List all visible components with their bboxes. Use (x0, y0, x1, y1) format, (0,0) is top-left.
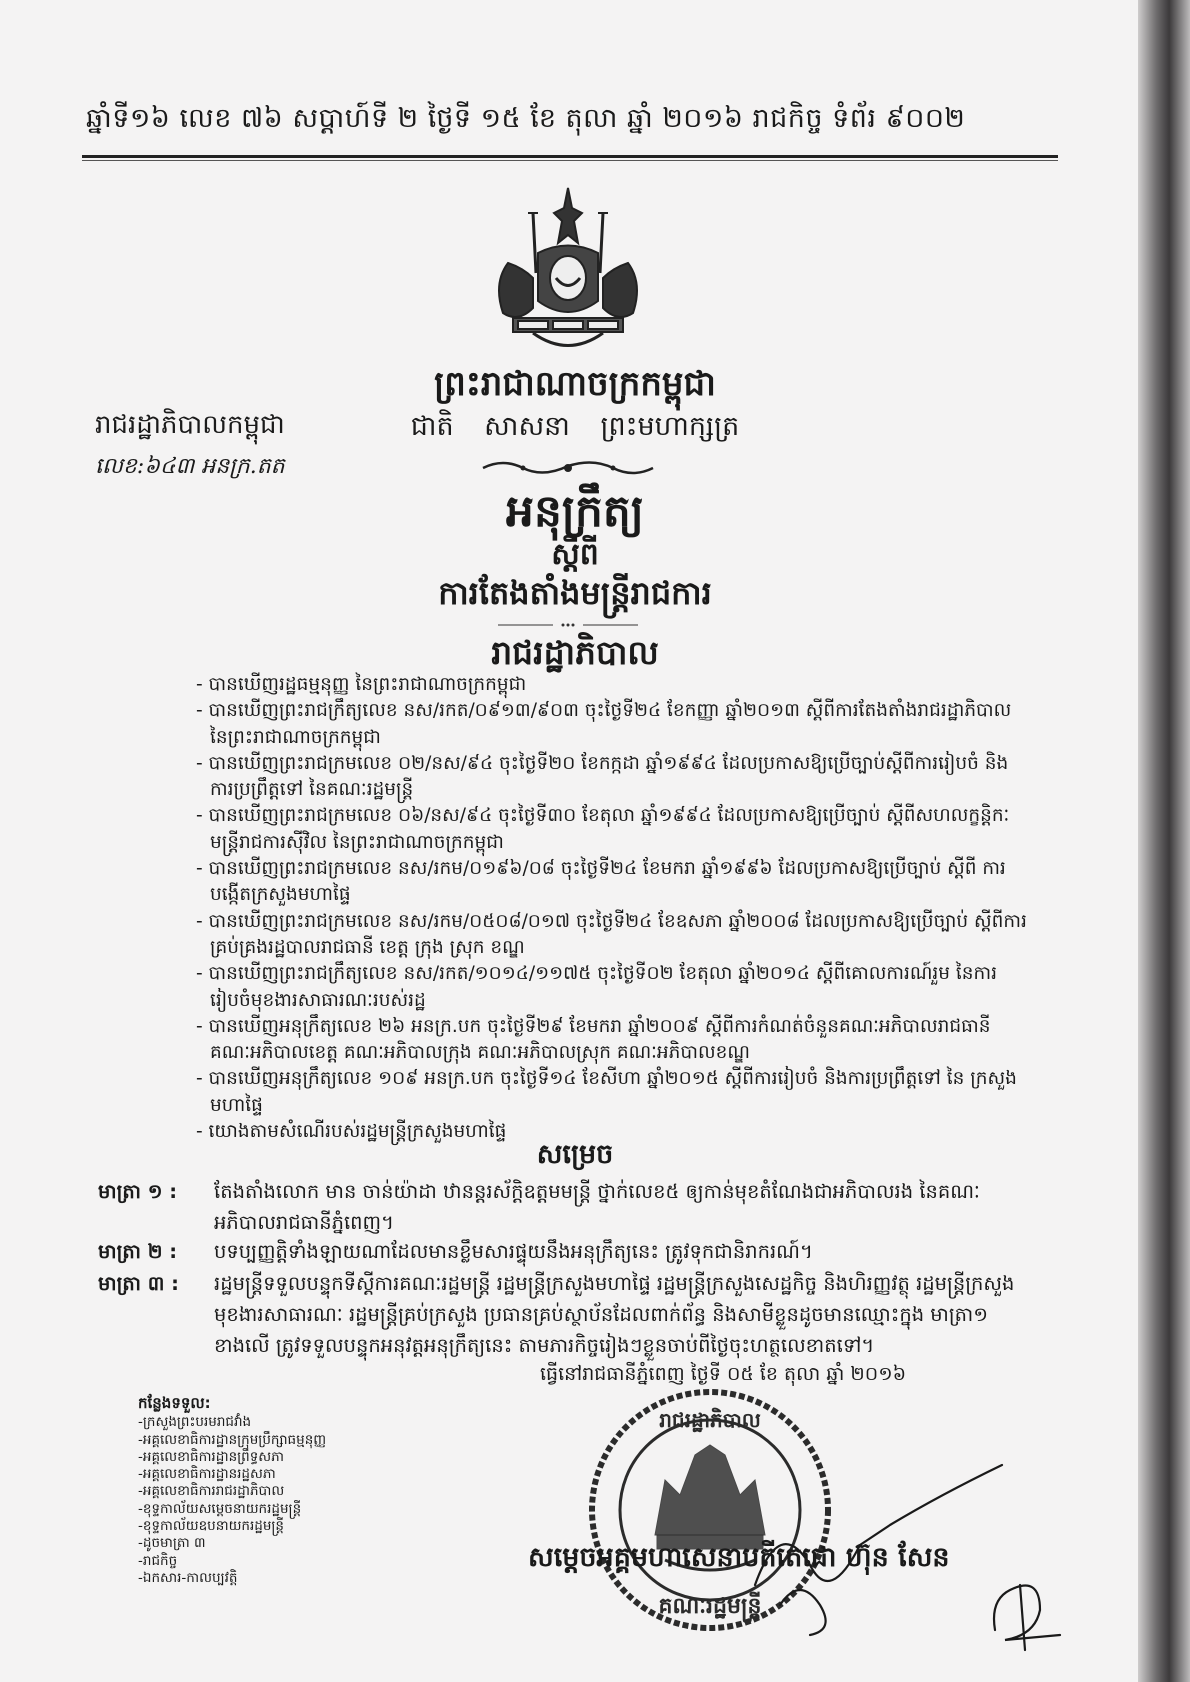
preamble-item: - បានឃើញអនុក្រឹត្យលេខ ២៦ អនក្រ.បក ចុះថ្ងៃទី២៩ ខែមករា ឆ្នាំ២០០៩ ស្តីពីការកំណត់ចំនួនគណៈអភិបាលរាជធានី គណៈអភិបាលខេត្ត គណៈអភិបាលក្រុង គណៈអភិបាលស្រុក គណៈអភិបាលខណ្ឌ (196, 1015, 991, 1064)
recipients-list (138, 1395, 438, 1587)
preamble-item: - បានឃើញព្រះរាជក្រមលេខ នស/រកម/០៥០៨/០១៧ ចុះថ្ងៃទី២៤ ខែឧសភា ឆ្នាំ២០០៨ ដែលប្រកាសឱ្យប្រើច្បាប់ ស្តីពីការគ្រប់គ្រងរដ្ឋបាលរាជធានី ខេត្ត ក្រុង ស្រុក ខណ្ឌ (196, 910, 1027, 958)
recipient-item: -ក្រសួងព្រះបរមរាជវាំង (138, 1414, 252, 1431)
article-text: តែងតាំងលោក មាន ចាន់យ៉ាដា ឋានន្តរស័ក្តិឧត្តមមន្ត្រី ថ្នាក់លេខ៥ ឲ្យកាន់មុខតំណែងជាអភិបាលរង នៃគណៈអភិបាលរាជធានីភ្នំពេញ។ (214, 1180, 981, 1234)
signatory-name: សម្តេចអគ្គមហាសេនាបតីតេជោ ហ៊ុន សែន (528, 1542, 950, 1573)
preamble-item: - បានឃើញព្រះរាជក្រមលេខ ០៦/នស/៩៤ ចុះថ្ងៃទី៣០ ខែតុលា ឆ្នាំ១៩៩៤ ដែលប្រកាសឱ្យប្រើច្បាប់ ស្តីពីសហលក្ខន្តិកៈ មន្ត្រីរាជការស៊ីវិល នៃព្រះរាជាណាចក្រកម្ពុជា (196, 805, 1010, 853)
recipient-item: -ខុទ្ទកាល័យសម្តេចនាយករដ្ឋមន្ត្រី (138, 1500, 302, 1517)
page-edge-shadow (1138, 0, 1190, 1682)
recipient-item: -អគ្គលេខាធិការដ្ឋានក្រុមប្រឹក្សាធម្មនុញ្ញ (138, 1431, 327, 1448)
article-1 (98, 1176, 1033, 1238)
reference-number: លេខ:៦៤៣ អនក្រ.តត (95, 454, 285, 479)
preamble-item: - បានឃើញព្រះរាជក្រឹត្យលេខ នស/រកត/១០១៤/១១៧៥ ចុះថ្ងៃទី០២ ខែតុលា ឆ្នាំ២០១៤ ស្តីពីគោលការណ៍រួម នៃការ រៀបចំមុខងារសាធារណៈរបស់រដ្ឋ (196, 963, 998, 1011)
government-label: រាជរដ្ឋាភិបាលកម្ពុជា (95, 410, 285, 440)
gazette-header: ឆ្នាំទី១៦ លេខ ៧៦ សប្តាហ៍ទី ២ ថ្ងៃទី ១៥ ខែ តុលា ឆ្នាំ ២០១៦ រាជកិច្ច ទំព័រ ៩០០២ (86, 103, 966, 134)
preamble-item: - បានឃើញព្រះរាជក្រឹត្យលេខ នស/រកត/០៩១៣/៩០៣ ចុះថ្ងៃទី២៤ ខែកញ្ញា ឆ្នាំ២០១៣ ស្តីពីការតែងតាំងរាជរដ្ឋាភិបាល នៃព្រះរាជាណាចក្រកម្ពុជា (196, 700, 1012, 748)
preamble-item: - បានឃើញព្រះរាជក្រមលេខ នស/រកម/០១៩៦/០៨ ចុះថ្ងៃទី២៤ ខែមករា ឆ្នាំ១៩៩៦ ដែលប្រកាសឱ្យប្រើច្បាប់ ស្តីពី ការបង្កើតក្រសួងមហាផ្ទៃ (196, 858, 1006, 906)
article-text: បទប្បញ្ញត្តិទាំងឡាយណាដែលមានខ្លឹមសារផ្ទុយនឹងអនុក្រឹត្យនេះ ត្រូវទុកជានិរាករណ៍។ (214, 1240, 813, 1263)
article-2 (98, 1236, 1033, 1267)
preamble-item: - បានឃើញអនុក្រឹត្យលេខ ១០៩ អនក្រ.បក ចុះថ្ងៃទី១៤ ខែសីហា ឆ្នាំ២០១៥ ស្តីពីការរៀបចំ និងការប្រព្រឹត្តទៅ នៃ ក្រសួងមហាផ្ទៃ (196, 1068, 1017, 1116)
recipient-item: -ដូចមាត្រា ៣ (138, 1535, 206, 1552)
preamble-item: - បានឃើញរដ្ឋធម្មនុញ្ញ នៃព្រះរាជាណាចក្រកម្ពុជា (196, 674, 527, 695)
header-rule (82, 155, 1058, 158)
preamble-item: - យោងតាមសំណើរបស់រដ្ឋមន្ត្រីក្រសួងមហាផ្ទៃ (196, 1121, 507, 1143)
recipient-item: -អគ្គលេខាធិការរាជរដ្ឋាភិបាល (138, 1483, 285, 1500)
seal-text: រាជរដ្ឋាភិបាល (659, 1408, 761, 1432)
royal-emblem-icon (478, 183, 658, 358)
header-rule-thin (82, 160, 1058, 161)
preamble-item: - បានឃើញព្រះរាជក្រមលេខ ០២/នស/៩៤ ចុះថ្ងៃទី២០ ខែកក្កដា ឆ្នាំ១៩៩៤ ដែលប្រកាសឱ្យប្រើច្បាប់ស្តីពីការរៀបចំ និងការប្រព្រឹត្តទៅ នៃគណៈរដ្ឋមន្ត្រី (196, 752, 1009, 801)
preamble-list (196, 672, 1031, 1145)
issuing-authority: រាជរដ្ឋាភិបាល (491, 633, 659, 672)
recipient-item: -អគ្គលេខាធិការដ្ឋានព្រឹទ្ធសភា (138, 1448, 285, 1465)
seal-bottom-text: គណៈរដ្ឋមន្ត្រី (658, 1594, 762, 1619)
article-text: រដ្ឋមន្ត្រីទទួលបន្ទុកទីស្តីការគណៈរដ្ឋមន្ត្រី រដ្ឋមន្ត្រីក្រសួងមហាផ្ទៃ រដ្ឋមន្ត្រីក្រសួងសេដ្ឋកិច្ច និងហិរញ្ញវត្ថុ រដ្ឋមន្ត្រីក្រសួងមុខងារសាធារណៈ រដ្ឋមន្ត្រីគ្រប់ក្រសួង ប្រធានគ្រប់ស្ថាប័នដែលពាក់ព័ន្ធ និងសាមីខ្លួនដូចមានឈ្មោះក្នុង មាត្រា១ ខាងលើ ត្រូវទទួលបន្ទុកអនុវត្តអនុក្រឹត្យនេះ តាមភារកិច្ចរៀងៗខ្លួនចាប់ពីថ្ងៃចុះហត្ថលេខាតទៅ។ (214, 1272, 1015, 1357)
recipient-item: -អគ្គលេខាធិការដ្ឋានរដ្ឋសភា (138, 1466, 276, 1483)
about-label: ស្តីពី (551, 537, 599, 572)
article-label: មាត្រា ៣ : (98, 1272, 179, 1295)
recipient-item: -ឯកសារ-កាលប្បវត្តិ (138, 1569, 238, 1586)
recipient-item: -រាជកិច្ច (138, 1552, 178, 1569)
recipients-title: កន្លែងទទួល: (138, 1394, 211, 1412)
decision-heading: សម្រេច (536, 1139, 614, 1170)
kingdom-title: ព្រះរាជាណាចក្រកម្ពុជា (434, 364, 716, 404)
article-label: មាត្រា ២ : (98, 1240, 178, 1263)
document-type: អនុក្រឹត្យ (506, 486, 644, 537)
article-3 (98, 1268, 1033, 1361)
recipient-item: -ខុទ្ទកាល័យឧបនាយករដ្ឋមន្ត្រី (138, 1518, 285, 1535)
place-and-date: ធ្វើនៅរាជធានីភ្នំពេញ ថ្ងៃទី ០៥ ខែ តុលា ឆ្នាំ ២០១៦ (540, 1363, 907, 1385)
article-label: មាត្រា ១ : (98, 1180, 178, 1203)
ornament-divider-icon (478, 458, 658, 478)
document-subject: ការតែងតាំងមន្ត្រីរាជការ (438, 574, 712, 612)
small-divider-icon (498, 621, 638, 629)
national-motto: ជាតិ សាសនា ព្រះមហាក្សត្រ (410, 411, 740, 442)
